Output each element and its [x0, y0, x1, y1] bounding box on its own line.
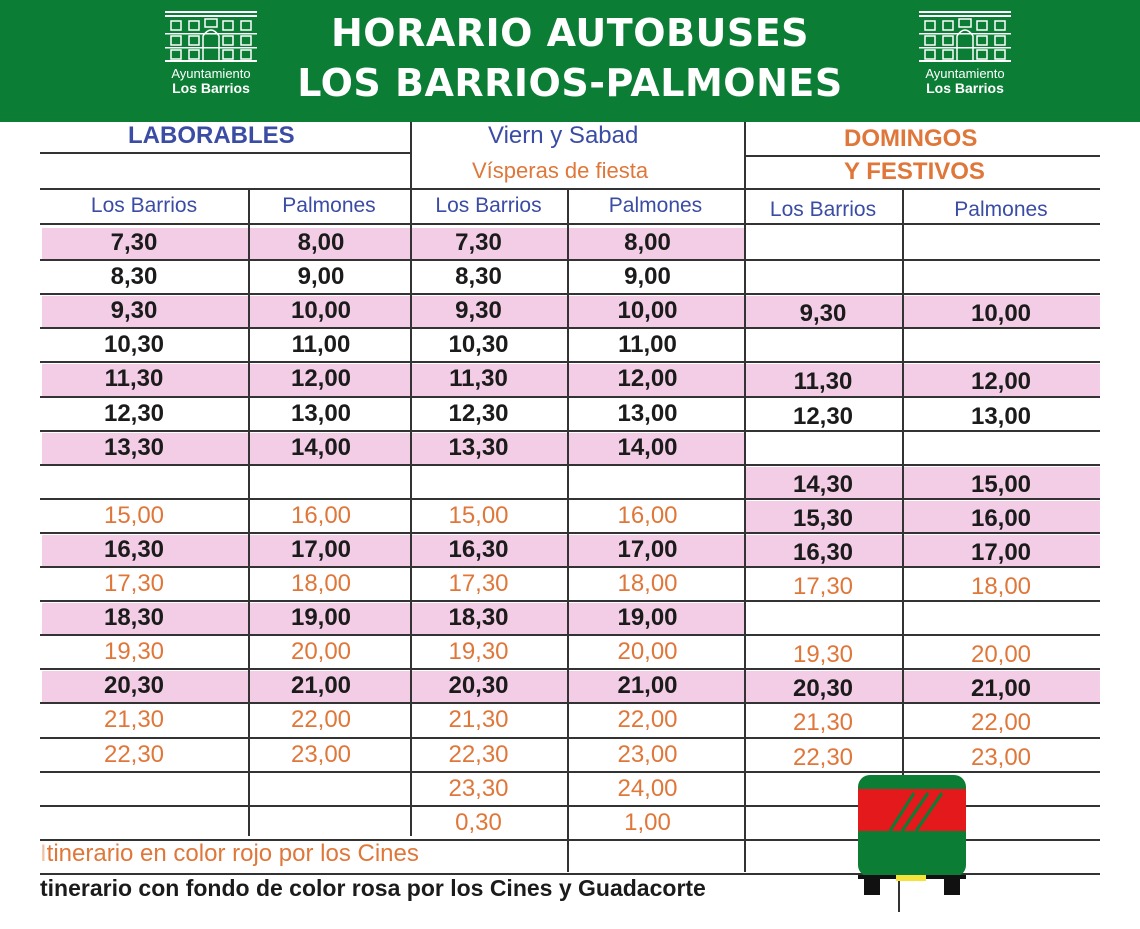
time-cell: 16,30: [103, 535, 165, 563]
time-cell: 16,00: [617, 501, 678, 529]
time-cell: 10,30: [448, 331, 509, 359]
time-cell: 23,00: [290, 740, 352, 768]
logo-line-2: Los Barrios: [172, 80, 250, 96]
time-cell: 23,00: [970, 743, 1032, 771]
time-cell: 10,00: [617, 297, 678, 325]
time-cell: 13,30: [103, 433, 165, 461]
column-header-los-barrios: Los Barrios: [435, 194, 542, 217]
time-cell: 8,00: [624, 229, 671, 256]
time-cell: 11,30: [449, 365, 508, 393]
column-divider: [567, 836, 569, 872]
time-cell: 20,30: [792, 675, 854, 703]
time-cell: 7,30: [455, 229, 502, 256]
time-cell: 15,00: [448, 501, 509, 529]
time-cell: 13,00: [970, 402, 1032, 430]
time-cell: 11,00: [618, 331, 677, 359]
time-cell: 16,00: [970, 504, 1032, 532]
time-cell: 12,00: [970, 368, 1032, 396]
time-cell: 19,30: [103, 638, 165, 666]
time-cell: 21,00: [970, 675, 1032, 703]
time-cell: 20,30: [103, 672, 165, 700]
time-cell: 20,00: [970, 641, 1032, 669]
time-cell: 14,00: [290, 433, 352, 461]
bus-icon: [856, 775, 968, 897]
time-cell: 23,00: [617, 740, 678, 768]
note-red-route-clip: I: [40, 840, 47, 867]
time-cell: 13,00: [617, 399, 678, 427]
time-cell: 8,30: [455, 263, 502, 291]
town-hall-icon: [917, 10, 1013, 62]
time-cell: 19,00: [290, 604, 352, 632]
time-cell: 21,30: [448, 706, 509, 734]
column-header-palmones: Palmones: [282, 194, 376, 217]
group-viernes-line1: Viern y Sabad: [488, 122, 639, 149]
group-domingos-line1: DOMINGOS: [844, 125, 978, 152]
time-cell: 17,00: [970, 538, 1032, 566]
time-cell: 16,00: [290, 501, 352, 529]
time-cell: 14,30: [792, 470, 854, 498]
time-cell: 11,30: [793, 368, 853, 396]
time-cell: 18,30: [448, 604, 509, 632]
header-banner: [0, 0, 1140, 122]
time-cell: 11,30: [104, 365, 164, 393]
column-header-palmones: Palmones: [608, 194, 703, 217]
time-cell: 21,30: [103, 706, 165, 734]
title-line-1: HORARIO AUTOBUSES: [330, 11, 810, 55]
column-header-los-barrios: Los Barrios: [90, 194, 198, 217]
time-cell: 17,00: [290, 535, 352, 563]
note-red-route: [40, 840, 419, 868]
time-cell: 0,30: [455, 808, 502, 836]
note-red-route-text: tinerario en color rojo por los Cines: [46, 840, 419, 867]
time-cell: 22,00: [290, 706, 352, 734]
group-domingos-line2: Y FESTIVOS: [844, 158, 985, 185]
ayuntamiento-logo-right: [910, 10, 1020, 110]
time-cell: 12,30: [792, 402, 854, 430]
time-cell: 15,30: [792, 504, 854, 532]
group-laborables: LABORABLES: [128, 122, 295, 149]
time-cell: 17,30: [448, 570, 509, 597]
time-cell: 8,00: [297, 229, 345, 256]
time-cell: 24,00: [617, 774, 678, 802]
logo-line-2: Los Barrios: [926, 80, 1004, 96]
time-cell: 15,00: [970, 470, 1032, 498]
time-cell: 18,00: [290, 570, 352, 597]
time-cell: 9,30: [799, 300, 847, 328]
note-pink-route: tinerario con fondo de color rosa por los Cines y Guadacorte: [40, 875, 706, 901]
time-cell: 22,30: [103, 740, 165, 768]
time-cell: 20,30: [448, 672, 509, 700]
row-divider: [40, 223, 1100, 225]
group-viernes-line2: Vísperas de fiesta: [472, 158, 649, 183]
time-cell: 7,30: [110, 229, 158, 256]
time-cell: 18,30: [103, 604, 165, 632]
time-cell: 12,00: [290, 365, 352, 393]
time-cell: 13,00: [290, 399, 352, 427]
time-cell: 12,00: [617, 365, 678, 393]
time-cell: 13,30: [448, 433, 509, 461]
time-cell: 19,30: [448, 638, 509, 666]
time-cell: 12,30: [103, 399, 165, 427]
time-cell: 14,00: [617, 433, 678, 461]
time-cell: 10,00: [970, 300, 1032, 328]
time-cell: 17,00: [617, 535, 678, 563]
row-divider: [40, 188, 1100, 190]
time-cell: 21,00: [290, 672, 352, 700]
time-cell: 21,30: [792, 709, 854, 737]
title-line-2: LOS BARRIOS-PALMONES: [297, 61, 843, 105]
time-cell: 22,00: [970, 709, 1032, 737]
time-cell: 18,00: [617, 570, 678, 597]
logo-line-1: Ayuntamiento: [171, 66, 251, 81]
column-divider: [744, 836, 746, 872]
time-cell: 20,00: [617, 638, 678, 666]
time-cell: 17,30: [103, 570, 165, 597]
time-cell: 22,30: [792, 743, 854, 771]
time-cell: 12,30: [448, 399, 509, 427]
time-cell: 9,30: [110, 297, 158, 325]
time-cell: 9,30: [455, 297, 502, 325]
time-cell: 9,00: [297, 263, 345, 291]
time-cell: 18,00: [970, 573, 1032, 600]
time-cell: 11,00: [291, 331, 351, 359]
row-divider: [40, 152, 410, 154]
time-cell: 1,00: [624, 808, 671, 836]
time-cell: 22,30: [448, 740, 509, 768]
page-title: [230, 8, 910, 108]
time-cell: 10,00: [290, 297, 352, 325]
time-cell: 19,00: [617, 604, 678, 632]
time-cell: 15,00: [103, 501, 165, 529]
time-cell: 10,30: [103, 331, 165, 359]
time-cell: 21,00: [617, 672, 678, 700]
column-header-los-barrios: Los Barrios: [769, 198, 877, 221]
time-cell: 20,00: [290, 638, 352, 666]
time-cell: 8,30: [110, 263, 158, 291]
time-cell: 19,30: [792, 641, 854, 669]
time-cell: 17,30: [792, 573, 854, 600]
time-cell: 9,00: [624, 263, 671, 291]
time-cell: 16,30: [448, 535, 509, 563]
column-header-palmones: Palmones: [954, 198, 1048, 221]
row-divider: [744, 155, 1100, 157]
time-cell: 23,30: [448, 774, 509, 802]
logo-line-1: Ayuntamiento: [925, 66, 1005, 81]
time-cell: 16,30: [792, 538, 854, 566]
time-cell: 22,00: [617, 706, 678, 734]
